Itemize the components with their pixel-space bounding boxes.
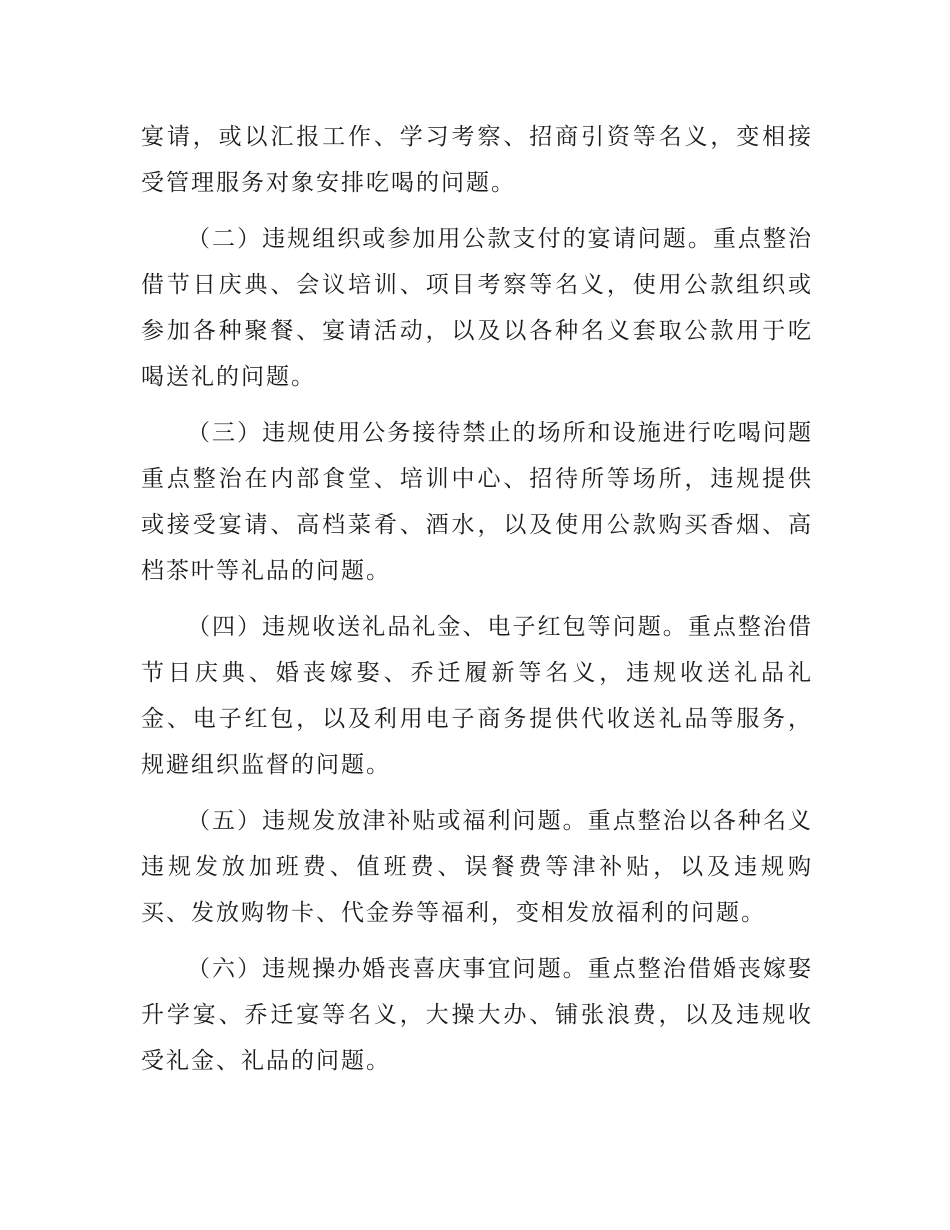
paragraph-section-3: （三）违规使用公务接待禁止的场所和设施进行吃喝问题重点整治在内部食堂、培训中心、招待所等场所，违规提供或接受宴请、高档菜肴、酒水，以及使用公款购买香烟、高档茶叶等礼品的问题。 — [141, 420, 813, 584]
paragraph-section-2: （二）违规组织或参加用公款支付的宴请问题。重点整治借节日庆典、会议培训、项目考察等名义，使用公款组织或参加各种聚餐、宴请活动，以及以各种名义套取公款用于吃喝送礼的问题。 — [141, 226, 813, 390]
paragraph-section-5: （五）违规发放津补贴或福利问题。重点整治以各种名义违规发放加班费、值班费、误餐费等津补贴，以及违规购买、发放购物卡、代金券等福利，变相发放福利的问题。 — [141, 808, 813, 926]
paragraph-continuation: 宴请，或以汇报工作、学习考察、招商引资等名义，变相接受管理服务对象安排吃喝的问题。 — [141, 124, 813, 196]
paragraph-section-6: （六）违规操办婚丧喜庆事宜问题。重点整治借婚丧嫁娶升学宴、乔迁宴等名义，大操大办、铺张浪费，以及违规收受礼金、礼品的问题。 — [141, 956, 813, 1074]
document-body — [141, 114, 813, 1094]
paragraph-section-4: （四）违规收送礼品礼金、电子红包等问题。重点整治借节日庆典、婚丧嫁娶、乔迁履新等名义，违规收送礼品礼金、电子红包，以及利用电子商务提供代收送礼品等服务，规避组织监督的问题。 — [141, 614, 813, 778]
